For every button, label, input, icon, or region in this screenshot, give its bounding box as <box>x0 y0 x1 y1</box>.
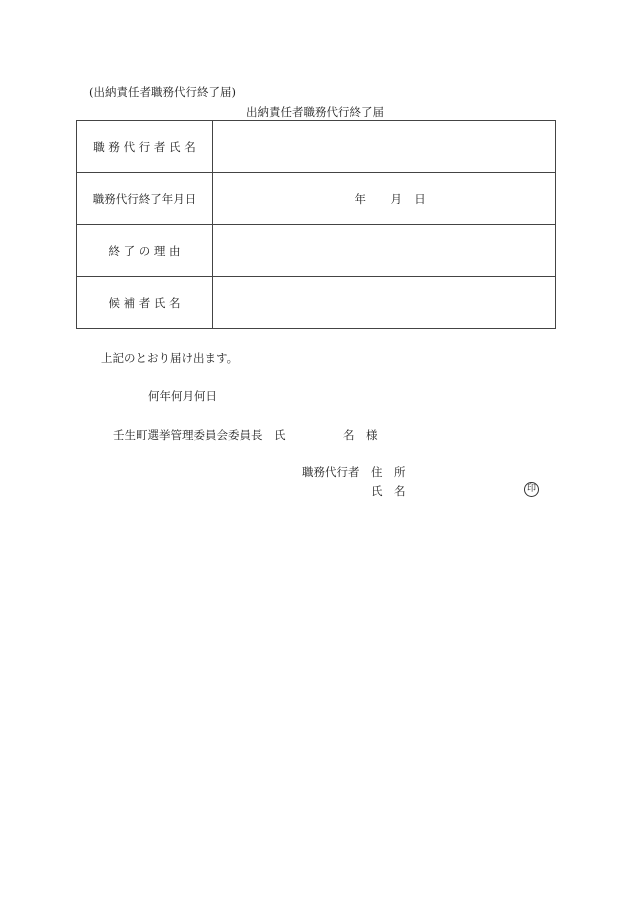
month-label: 月 <box>390 191 402 206</box>
address-label: 住 所 <box>371 465 406 479</box>
document-caption: (出納責任者職務代行終了届) <box>89 85 236 99</box>
candidate-name-field <box>213 277 556 329</box>
form-title: 出納責任者職務代行終了届 <box>246 105 384 119</box>
end-date-field <box>213 173 556 225</box>
day-label: 日 <box>414 191 426 206</box>
name-label: 氏 名 <box>371 484 406 498</box>
form-table <box>76 120 556 329</box>
submission-date: 何年何月何日 <box>148 389 217 403</box>
seal-mark: 印 <box>524 482 539 497</box>
row-label-substitute-name: 職 務 代 行 者 氏 名 <box>77 121 213 173</box>
table-row <box>77 173 556 225</box>
table-row <box>77 121 556 173</box>
row-label-reason: 終 了 の 理 由 <box>77 225 213 277</box>
year-label: 年 <box>354 191 366 206</box>
addressee-line: 壬生町選挙管理委員会委員長 氏 名 様 <box>113 428 378 442</box>
statement-text: 上記のとおり届け出ます。 <box>101 351 239 365</box>
table-row <box>77 225 556 277</box>
row-label-candidate-name: 候 補 者 氏 名 <box>77 277 213 329</box>
reason-field <box>213 225 556 277</box>
substitute-name-field <box>213 121 556 173</box>
table-row <box>77 277 556 329</box>
submitter-title: 職務代行者 <box>302 465 360 479</box>
row-label-end-date: 職務代行終了年月日 <box>77 173 213 225</box>
